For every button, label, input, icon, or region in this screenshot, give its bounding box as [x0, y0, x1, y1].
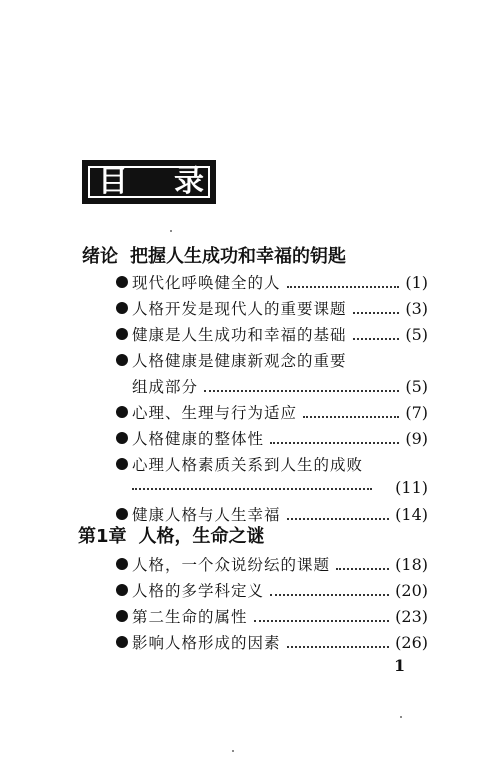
scan-speck: [170, 230, 172, 232]
bullet-icon: [116, 406, 128, 418]
entry-title: 人格开发是现代人的重要课题: [132, 300, 347, 318]
toc-entry[interactable]: [116, 578, 428, 602]
dot-leader: [287, 646, 390, 648]
entry-title-continued: 组成部分: [132, 378, 199, 396]
toc-entry[interactable]: [116, 502, 428, 526]
bullet-icon: [116, 432, 128, 444]
entry-title: 现代化呼唤健全的人: [132, 274, 281, 292]
entry-title: 人格，一个众说纷纭的课题: [132, 556, 331, 574]
dot-leader: [270, 442, 399, 444]
toc-entry-continuation[interactable]: [132, 374, 428, 398]
dot-leader: [270, 594, 389, 596]
dot-leader: [204, 390, 399, 392]
entry-page: (5): [405, 376, 428, 396]
entry-page: (3): [405, 298, 428, 318]
entry-title: 心理人格素质关系到人生的成败: [132, 456, 364, 474]
scan-speck: [400, 716, 402, 718]
dot-leader: [336, 568, 389, 570]
entry-title: 健康人格与人生幸福: [132, 506, 281, 524]
entry-page: (23): [395, 606, 428, 626]
entry-page: (9): [405, 428, 428, 448]
intro-label: 绪论: [82, 246, 118, 267]
chapter-1-label: 第1章: [78, 526, 127, 547]
intro-title: 把握人生成功和幸福的钥匙: [130, 246, 346, 267]
entry-title: 人格健康是健康新观念的重要: [132, 352, 347, 370]
entry-page: (14): [395, 504, 428, 524]
toc-entry[interactable]: [116, 426, 428, 450]
dot-leader: [287, 286, 400, 288]
entry-page: (20): [395, 580, 428, 600]
scan-speck: [232, 750, 234, 752]
chapter-1-title: 人格，生命之谜: [138, 526, 265, 547]
toc-entry[interactable]: [116, 604, 428, 628]
entry-title: 影响人格形成的因素: [132, 634, 281, 652]
bullet-icon: [116, 636, 128, 648]
dot-leader: [132, 488, 372, 490]
bullet-icon: [116, 458, 128, 470]
toc-entry[interactable]: [116, 348, 428, 372]
toc-entry[interactable]: [116, 400, 428, 424]
entry-page: (1): [405, 272, 428, 292]
toc-title-char-1: 目: [98, 164, 128, 199]
entry-page: (26): [395, 632, 428, 652]
bullet-icon: [116, 328, 128, 340]
bullet-icon: [116, 302, 128, 314]
toc-entry[interactable]: [116, 552, 428, 576]
dot-leader: [287, 518, 390, 520]
toc-entry[interactable]: [116, 452, 428, 476]
entry-title: 人格的多学科定义: [132, 582, 265, 600]
bullet-icon: [116, 584, 128, 596]
toc-title-box: [82, 160, 216, 204]
dot-leader: [303, 416, 399, 418]
bullet-icon: [116, 610, 128, 622]
chapter-1-heading: [78, 526, 265, 548]
toc-entry[interactable]: [116, 270, 428, 294]
bullet-icon: [116, 354, 128, 366]
entry-title: 第二生命的属性: [132, 608, 248, 626]
bullet-icon: [116, 508, 128, 520]
bullet-icon: [116, 276, 128, 288]
entry-page: (11): [395, 478, 428, 497]
dot-leader: [254, 620, 390, 622]
dot-leader: [353, 338, 400, 340]
intro-heading: [82, 246, 346, 268]
toc-entry[interactable]: [116, 296, 428, 320]
entry-title: 心理、生理与行为适应: [132, 404, 298, 422]
dot-leader: [353, 312, 400, 314]
toc-entry[interactable]: [116, 322, 428, 346]
toc-entry[interactable]: [116, 630, 428, 654]
bullet-icon: [116, 558, 128, 570]
entry-title: 人格健康的整体性: [132, 430, 265, 448]
entry-page: (5): [405, 324, 428, 344]
entry-title: 健康是人生成功和幸福的基础: [132, 326, 347, 344]
page-number: 1: [394, 656, 406, 675]
entry-page: (18): [395, 554, 428, 574]
toc-title-char-2: 录: [174, 164, 204, 199]
entry-page: (7): [405, 402, 428, 422]
